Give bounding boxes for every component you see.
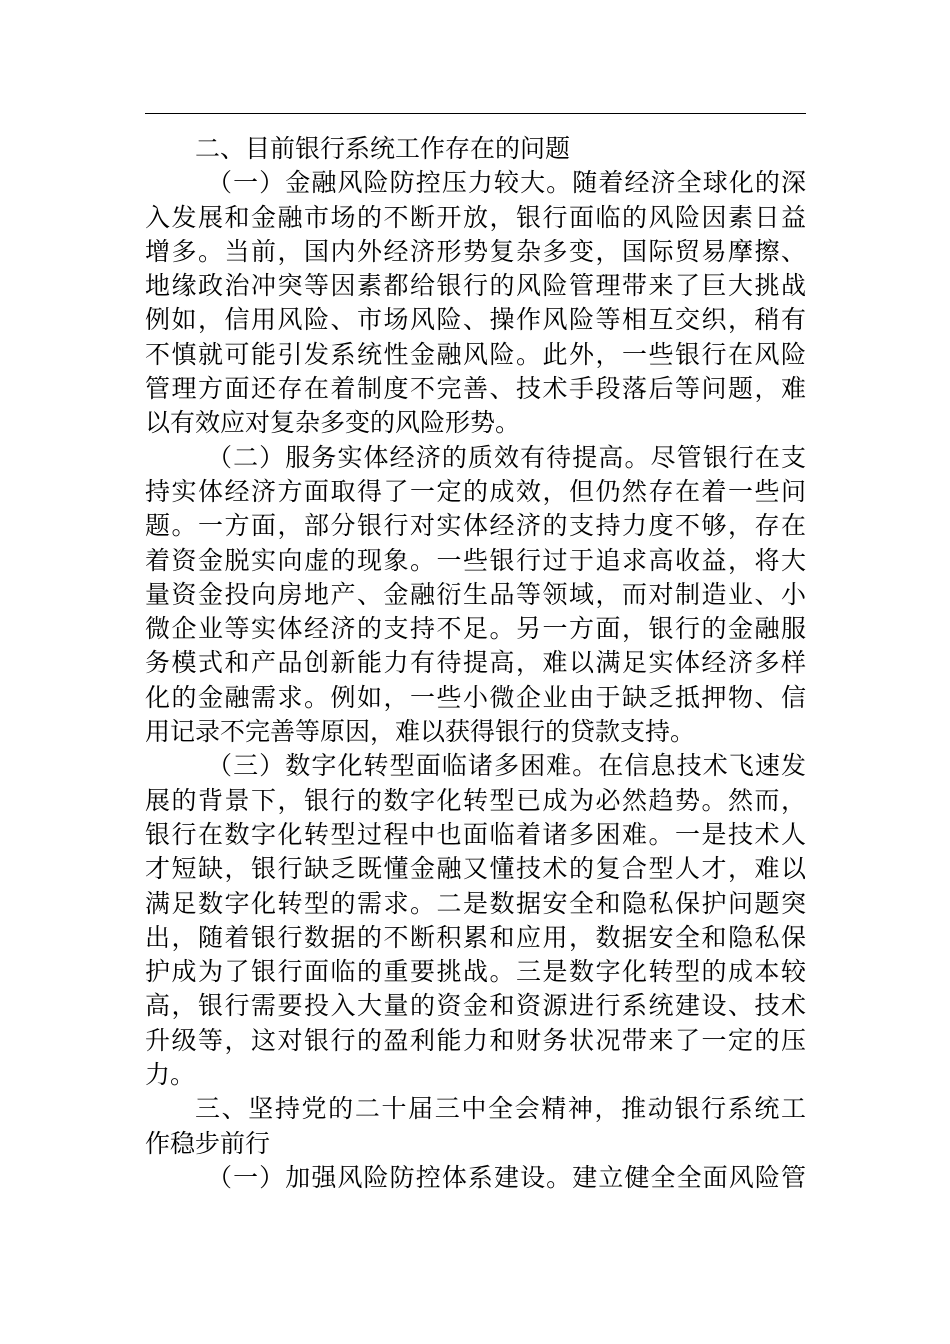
section-3-heading (145, 1092, 806, 1161)
paragraph-line: 才短缺，银行缺乏既懂金融又懂技术的复合型人才，难以 (145, 854, 806, 884)
section-2-paragraph-3 (145, 749, 806, 1092)
paragraph-line: 管理方面还存在着制度不完善、技术手段落后等问题，难 (145, 374, 806, 404)
paragraph-line: 用记录不完善等原因，难以获得银行的贷款支持。 (145, 717, 696, 747)
paragraph-line: 银行在数字化转型过程中也面临着诸多困难。一是技术人 (145, 819, 806, 849)
paragraph-line: （二）服务实体经济的质效有待提高。尽管银行在支 (207, 442, 806, 472)
paragraph-line: 不慎就可能引发系统性金融风险。此外，一些银行在风险 (145, 339, 806, 369)
section-2-paragraph-2 (145, 441, 806, 750)
document-body (145, 132, 806, 1195)
paragraph-line: 题。一方面，部分银行对实体经济的支持力度不够，存在 (145, 511, 806, 541)
paragraph-line: 化的金融需求。例如，一些小微企业由于缺乏抵押物、信 (145, 682, 806, 712)
section-3-paragraph-1 (145, 1161, 806, 1195)
paragraph-line: 高，银行需要投入大量的资金和资源进行系统建设、技术 (145, 991, 806, 1021)
paragraph-line: （一）加强风险防控体系建设。建立健全全面风险管 (207, 1162, 806, 1192)
heading-line: 作稳步前行 (145, 1128, 271, 1158)
paragraph-line: 着资金脱实向虚的现象。一些银行过于追求高收益，将大 (145, 545, 806, 575)
paragraph-line: 护成为了银行面临的重要挑战。三是数字化转型的成本较 (145, 957, 806, 987)
section-2-paragraph-1 (145, 166, 806, 440)
header-rule (145, 113, 806, 114)
paragraph-line: （三）数字化转型面临诸多困难。在信息技术飞速发 (207, 751, 806, 781)
paragraph-line: 升级等，这对银行的盈利能力和财务状况带来了一定的压 (145, 1025, 806, 1055)
paragraph-line: 满足数字化转型的需求。二是数据安全和隐私保护问题突 (145, 888, 806, 918)
paragraph-line: 展的背景下，银行的数字化转型已成为必然趋势。然而， (145, 785, 806, 815)
paragraph-line: 力。 (145, 1060, 196, 1090)
paragraph-line: 量资金投向房地产、金融衍生品等领域，而对制造业、小 (145, 579, 806, 609)
paragraph-line: 例如，信用风险、市场风险、操作风险等相互交织，稍有 (145, 305, 806, 335)
paragraph-line: 增多。当前，国内外经济形势复杂多变，国际贸易摩擦、 (145, 236, 806, 266)
paragraph-line: 务模式和产品创新能力有待提高，难以满足实体经济多样 (145, 648, 806, 678)
heading-line: 三、坚持党的二十届三中全会精神，推动银行系统工 (195, 1094, 806, 1124)
paragraph-line: 入发展和金融市场的不断开放，银行面临的风险因素日益 (145, 202, 806, 232)
section-2-heading: 二、目前银行系统工作存在的问题 (195, 134, 571, 163)
paragraph-line: 以有效应对复杂多变的风险形势。 (145, 408, 521, 438)
paragraph-line: 地缘政治冲突等因素都给银行的风险管理带来了巨大挑战 (145, 271, 806, 301)
paragraph-line: （一）金融风险防控压力较大。随着经济全球化的深 (207, 168, 806, 198)
paragraph-line: 微企业等实体经济的支持不足。另一方面，银行的金融服 (145, 614, 806, 644)
paragraph-line: 持实体经济方面取得了一定的成效，但仍然存在着一些问 (145, 476, 806, 506)
paragraph-line: 出，随着银行数据的不断积累和应用，数据安全和隐私保 (145, 922, 806, 952)
